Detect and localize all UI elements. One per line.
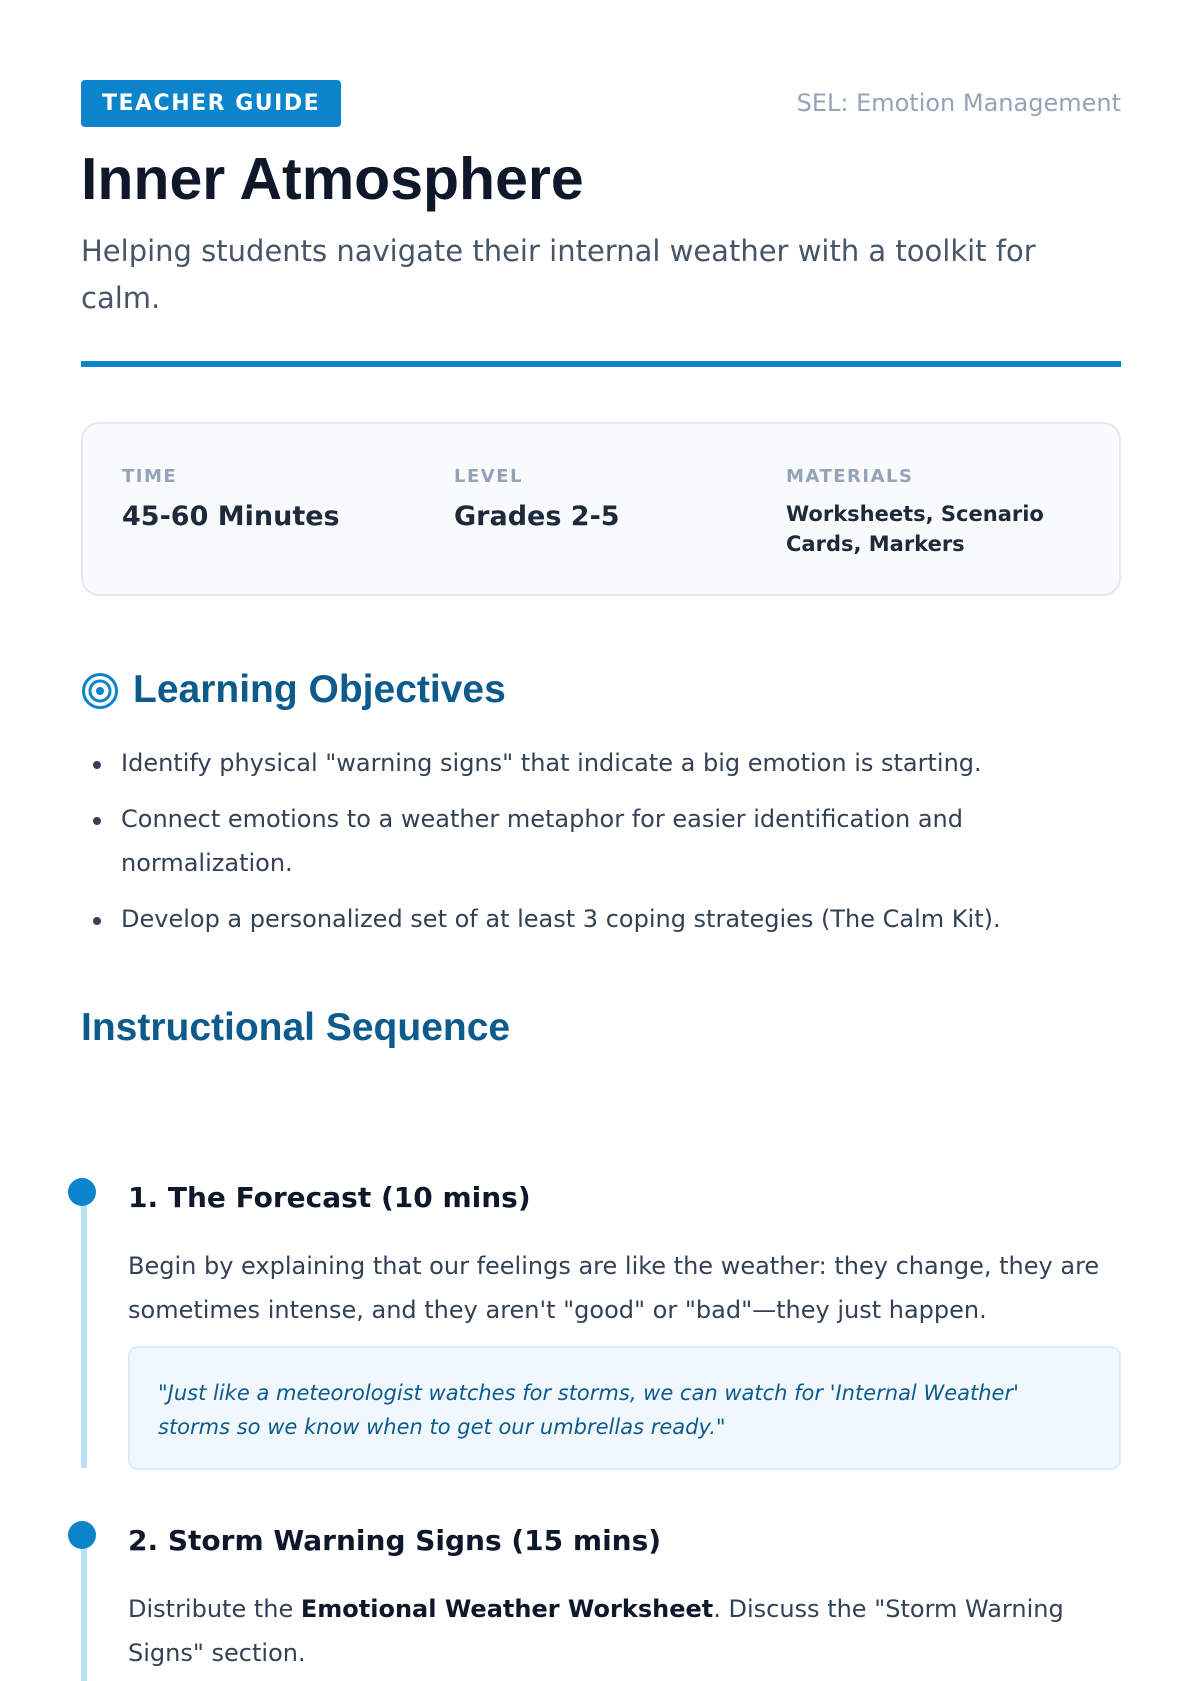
objectives-heading: Learning Objectives [133, 668, 506, 711]
meta-level-label: LEVEL [454, 466, 523, 487]
meta-time-value: 45-60 Minutes [122, 501, 340, 532]
list-item: Connect emotions to a weather metaphor for easier identification and normalization. [81, 797, 1121, 885]
meta-time-label: TIME [122, 466, 178, 487]
meta-materials-value: Worksheets, Scenario Cards, Markers [786, 502, 1044, 556]
lesson-meta-card [81, 422, 1121, 596]
sequence-step-storm-warning [81, 1521, 1121, 1681]
sequence-heading: Instructional Sequence [81, 1006, 511, 1049]
list-item: Identify physical "warning signs" that indicate a big emotion is starting. [81, 741, 1121, 785]
meta-materials-label: MATERIALS [786, 466, 914, 487]
step-body [128, 1587, 1121, 1675]
step-body: Begin by explaining that our feelings are like the weather: they change, they are sometimes intense, and they aren't "good" or "bad"—they just happen. [128, 1252, 1100, 1324]
step-body-text: . Discuss the "Storm Warning Signs" section. [128, 1595, 1064, 1667]
target-icon [81, 672, 119, 710]
step-title: 2. Storm Warning Signs (15 mins) [128, 1524, 662, 1557]
page-title: Inner Atmosphere [81, 146, 584, 212]
meta-materials [786, 466, 1076, 559]
worksheet-name: Emotional Weather Worksheet [300, 1595, 714, 1623]
header-bar [81, 80, 1121, 128]
meta-level-value: Grades 2-5 [454, 501, 620, 532]
subject-label: SEL: Emotion Management [796, 89, 1121, 117]
teacher-guide-page [81, 80, 1121, 1667]
step-quote: "Just like a meteorologist watches for storms, we can watch for 'Internal Weather' storms so we know when to get our umbrellas ready." [128, 1346, 1121, 1470]
page-subtitle: Helping students navigate their internal weather with a toolkit for calm. [81, 234, 1036, 315]
meta-level [454, 466, 620, 532]
list-item: Develop a personalized set of at least 3 coping strategies (The Calm Kit). [81, 897, 1121, 941]
meta-time [122, 466, 340, 532]
sequence-step-forecast [81, 1178, 1121, 1470]
timeline-dot [68, 1178, 96, 1206]
timeline-dot [68, 1521, 96, 1549]
objectives-list [81, 741, 1121, 953]
teacher-guide-badge: TEACHER GUIDE [81, 80, 341, 127]
step-title: 1. The Forecast (10 mins) [128, 1181, 531, 1214]
step-body-text: Distribute the [128, 1595, 301, 1623]
timeline-line [81, 1178, 87, 1468]
header-divider [81, 361, 1121, 367]
